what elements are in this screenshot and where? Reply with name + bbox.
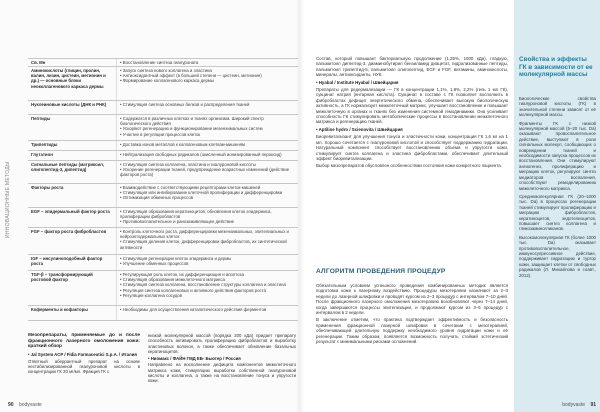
overview-title: Мезопрепараты, применяемые до и после фракционного лазерного омоложения кожи: краткий обзор: [28, 333, 140, 350]
table-row-effects: [116, 101, 298, 114]
table-row-effects: [116, 67, 298, 100]
table-row-effects: [116, 228, 298, 254]
effect-item: • Регулирующая роль клеток, их дифференциация и апоптоза: [120, 272, 244, 277]
table-row: [28, 150, 298, 160]
effect-item: • Стимуляция синтеза основных белков и распределения тканей: [120, 102, 250, 107]
effect-item: • Антиоксидантный эффект (в большей степени — цистеин, метионин): [120, 73, 262, 79]
table-row: [28, 58, 298, 66]
effect-item: • Восстановление синтеза гиалуроната: [120, 60, 199, 65]
sidebar-body: [519, 96, 596, 396]
table-row-label: Коферменты и кофакторы: [31, 307, 88, 312]
table-row-effects: [116, 208, 298, 227]
table-row: [28, 66, 298, 100]
table-row-effects: [116, 161, 298, 183]
effect-item: • Ускорение регенерации тканей, предупреждение возрастных изменений (действие факторов роста): [120, 167, 290, 178]
right-bottom-text: [316, 283, 508, 399]
effect-item: • Формирование коллагенового каркаса дермы: [120, 78, 214, 84]
product-description: Направлено на восполнение дефицита компонентов межклеточного матрикса кожи, стимуляцию выработки собственной гиалуроновой кислоты и коллагена, а также на восстановление тонуса и упругости кожи.: [148, 362, 296, 384]
paragraph: Обязательным условием успешного проведения комбинированных методик является подготовка кожи к лазерному воздействию. Процедуры мезотерапии назначают за 2–3 недели до лазерной шлифовки и проводят курсом из 2–3 процедур с интервалом 7–10 дней. После фракционного лазерного омоложения мезотерапию возобновляют через 7–14 дней, когда завершаются процессы эпителизации, и продолжают курсом из 3–5 процедур с интервалом в 2 недели.: [316, 283, 508, 316]
effect-item: • Регуляция синтеза коллагеновых и активного действия факторов роста: [120, 287, 266, 293]
left-page-footer: [8, 401, 88, 409]
brand-name: bodyvaste: [18, 402, 42, 408]
effect-item: • Улучшение обменных процессов: [120, 261, 189, 267]
effect-item: • Стимуляция или ингибирование клеточной пролиферации и дифференцировки: [120, 190, 283, 196]
left-bottom-column-2: [148, 333, 296, 399]
effect-item: • Стимуляция деления клеток, дифференцировки фибробластов, их синтетической активности: [120, 239, 287, 250]
product-name: • Ниомакс / ФАЙН ГМД ЕБ- Бьютер / Россия: [148, 355, 241, 361]
table-row: [28, 207, 298, 227]
effect-item: • Необходимы для осуществления каталитического действия ферментов: [120, 307, 267, 312]
effect-item: • Стимуляция регенерации клеток эпидермиса и дермы: [120, 256, 232, 261]
effect-item: • Контроль клеточного роста, дифференцировки мезенхимальных, эпителиальных и нейроэктодермальных клеток: [120, 229, 289, 240]
table-row: [28, 100, 298, 114]
section-side-label: ИННОВАЦИОННЫЕ МЕТОДЫ: [5, 161, 11, 238]
right-top-text: [316, 56, 508, 264]
table-row-label: Нуклеиновые кислоты (ДНК и РНК): [31, 102, 107, 107]
table-row-effects: [116, 184, 298, 207]
page-number: 91: [590, 402, 596, 408]
effect-item: • Оптимизация обменных процессов: [120, 195, 194, 201]
effect-item: • Запуск синтеза нового коллагена и эластина: [120, 68, 212, 73]
effect-item: • Стимуляция синтеза коллагена, восстановление структуры коллагена и эластина: [120, 282, 286, 288]
sidebar-paragraph: Фрагменты ГК с низкой молекулярной массой (5–20 тыс. Da) оказывают провоспалительное действие, выступают в роли сигнальных молекул, сообщающих о повреждении тканей и необходимости запуска процессов их восстановления. Они стимулируют ангиогенез, пролиферацию и миграцию клеток, регулируют синтез медиаторов воспаления, способствуют ремоделированию межклеточного матрикса.: [519, 120, 596, 191]
table-row: [28, 305, 298, 320]
table-row-label: Сигнальные пептиды (матриксил, олигопептид-3, дипептид): [31, 162, 105, 173]
table-row: [28, 183, 298, 207]
product-description-continued: низкой молекулярной массой (порядка 200 кДа) придает препарату способность активировать пролиферацию фибробластов и выработку эластиновых волокон, а также обеспечивает обновление базальных кератиноцитов.: [148, 333, 296, 354]
table-row-effects: [116, 306, 298, 320]
left-bottom-column-1: [28, 333, 140, 399]
effect-item: • Нейтрализация свободных радикалов (окисленный ионизированный пероксид): [120, 152, 282, 157]
effect-item: • Стимуляция образования межклеточного матрикса: [120, 277, 225, 283]
product-name: • Hyabal / Institute Hyabal / Швейцария: [316, 79, 399, 85]
page-number: 90: [8, 402, 14, 408]
table-row-label: TGF-β – трансформирующий ростовой фактор: [31, 272, 93, 283]
effect-item: • Взаимодействие с соответствующими рецепторами клеток-мишеней: [120, 185, 261, 190]
paragraph: Состав, который повышает бактериальную продолжение (1,25%, 1000 кДа), гладкую, пальмитоил дипептид-3, диаминобутирил бензиламид диацетат, гидролизованные пептиды, пальмитоил трипептид-5, пальмитоил олигопептид, EGF и FGF, витамины, аминокислоты, минералы, антиоксиданты, НУК.: [316, 56, 508, 78]
sidebar-paragraph: Биологические свойства гиалуроновой кислоты (ГК) в значительной степени зависят от её молекулярной массы.: [519, 96, 596, 118]
table-row: [28, 227, 298, 254]
sidebar-paragraph: Среднемолекулярная ГК (20–1000 тыс. Da) в процессах регенерации тканей стимулирует пролиферацию и миграцию фибробластов, кератиноцитов, эндотелиоцитов, повышает синтез коллагена и гликозаминогликанов.: [519, 193, 596, 232]
sidebar-title: Свойства и эффекты ГК в зависимости от ее молекулярной массы: [519, 56, 593, 79]
table-row-label: EGF – эпидермальный фактор роста: [31, 209, 110, 214]
product-name: • Aptiline hydro / Scienovita / Швейцария: [316, 126, 403, 132]
brand-name: bodyvaste: [562, 402, 586, 408]
table-row-label: Факторы роста: [31, 185, 64, 190]
effect-item: • Ускоряют регенерацию и функционирование мезенхимальных систем: [120, 126, 263, 132]
table-row-label: Св. Мн: [31, 60, 46, 65]
table-row-label: Трипептиды: [31, 142, 58, 147]
paragraph: В заключение отметим, что практика подтверждает эффективность и безопасность применения фракционной лазерной шлифовки в сочетании с мезотерапией, обеспечивающей длительную поддержку необходимого уровня гидратации кожи и её регенерации. Таким образом, появляется возможность получать стойкий эстетический результат с минимальными рисками осложнений.: [316, 317, 508, 345]
table-row-effects: [116, 59, 298, 66]
effect-item: • Стимуляция образования кератиноцитов, обновления клеток эпидермиса, пролиферации фибробластов: [120, 209, 272, 220]
effect-item: • Стимуляция синтеза коллагена, эластина и гиалуроновой кислоты: [120, 162, 256, 167]
table-row: [28, 140, 298, 150]
effect-item: • Содержатся в различных клетках и тканях организма. Широкий спектр биологического действия: [120, 116, 264, 127]
table-row-label: Глутатион: [31, 152, 53, 157]
table-row-label: FGF – фактор роста фибробластов: [31, 229, 107, 234]
paragraph: Биоревитализант для улучшения тонуса и эластичности кожи, концентрация ГК 1,6 мг на 1 мл. Хорошо сочетается с гиалуроновой кислотой и способствует поддержанию гидратации. Натуральный компонент способствует восстановлению объема и упругости кожи, стимулирует синтез коллагена и эластина фибробластами, обеспечивает длительный эффект биоревитализации.: [316, 134, 508, 161]
table-row: [28, 270, 298, 305]
paragraph: Препараты для редермализации — ГК в концентрации 1,1%, 1,8%, 2,2% (гель 1 мл ГК), сукцинат натрия (янтарная кислота). Сукцинат в составе с ГК позволяет восполнить в фибробластах дефицит энергетического обмена, обеспечивает высокую биологическую активность, а ГК нормализует межклеточный матрикс, улучшает восстановление и повышает межклеточную в органах и тканях без изменения системной гемодинамики. Она усиливает способность ГК стимулировать метаболические процессы в восстановлении межклеточного матрикса и регенерацию тканей.: [316, 87, 508, 125]
table-row: [28, 254, 298, 270]
effect-item: • Регуляция коллагена сосудов: [120, 292, 182, 298]
table-row: [28, 114, 298, 140]
table-row-label: Аминокислоты (глицин, пролин, валин, лизин, цистеин, метионин и др.) — основные блоки неоколлагенового каркаса дермы: [31, 68, 106, 89]
table-row-effects: [116, 151, 298, 160]
table-row-effects: [116, 141, 298, 150]
effect-item: • Участие в регуляции процессов клеток: [120, 131, 201, 137]
right-page-footer: [536, 401, 596, 409]
product-name: • Jal System ACP / Fidia Farmaceutici S.p.A. / Италия: [28, 351, 137, 357]
table-row: [28, 160, 298, 183]
effect-item: • Доставка ионов металлов к коллагеновым клеткам-мишеням: [120, 142, 245, 147]
section-heading: АЛГОРИТМ ПРОВЕДЕНИЯ ПРОЦЕДУР: [316, 268, 446, 275]
table-row-label: IGF – инсулиноподобный фактор роста: [31, 256, 103, 267]
table-row-effects: [116, 271, 298, 305]
paragraph: Выбор мезопрепаратов обусловлен особенностями состояния кожи конкретного пациента.: [316, 163, 502, 169]
ingredients-table: [28, 58, 298, 321]
table-row-effects: [116, 115, 298, 140]
effect-item: • Противовоспалительное и ранозаживляющее действие: [120, 219, 235, 225]
page-gutter: [296, 0, 304, 412]
right-page: [300, 0, 600, 412]
info-sidebar: [514, 0, 600, 412]
table-row-label: Пептиды: [31, 116, 51, 121]
product-description: Ответный аберрантный препарат на основе нестабилизированной гиалуроновой кислоты в концентрации ГК 20 мг/мл. Фракция ГК с: [28, 358, 140, 375]
table-row-effects: [116, 255, 298, 270]
sidebar-paragraph: Высокомолекулярная ГК (более 1000 тыс. Da) оказывает противовоспалительное, иммуносупрессивное действие, поддерживает гидратацию и тургор кожи, защищает клетки от свободных радикалов (Л. Михайлова и соавт., 2012).: [519, 234, 596, 278]
